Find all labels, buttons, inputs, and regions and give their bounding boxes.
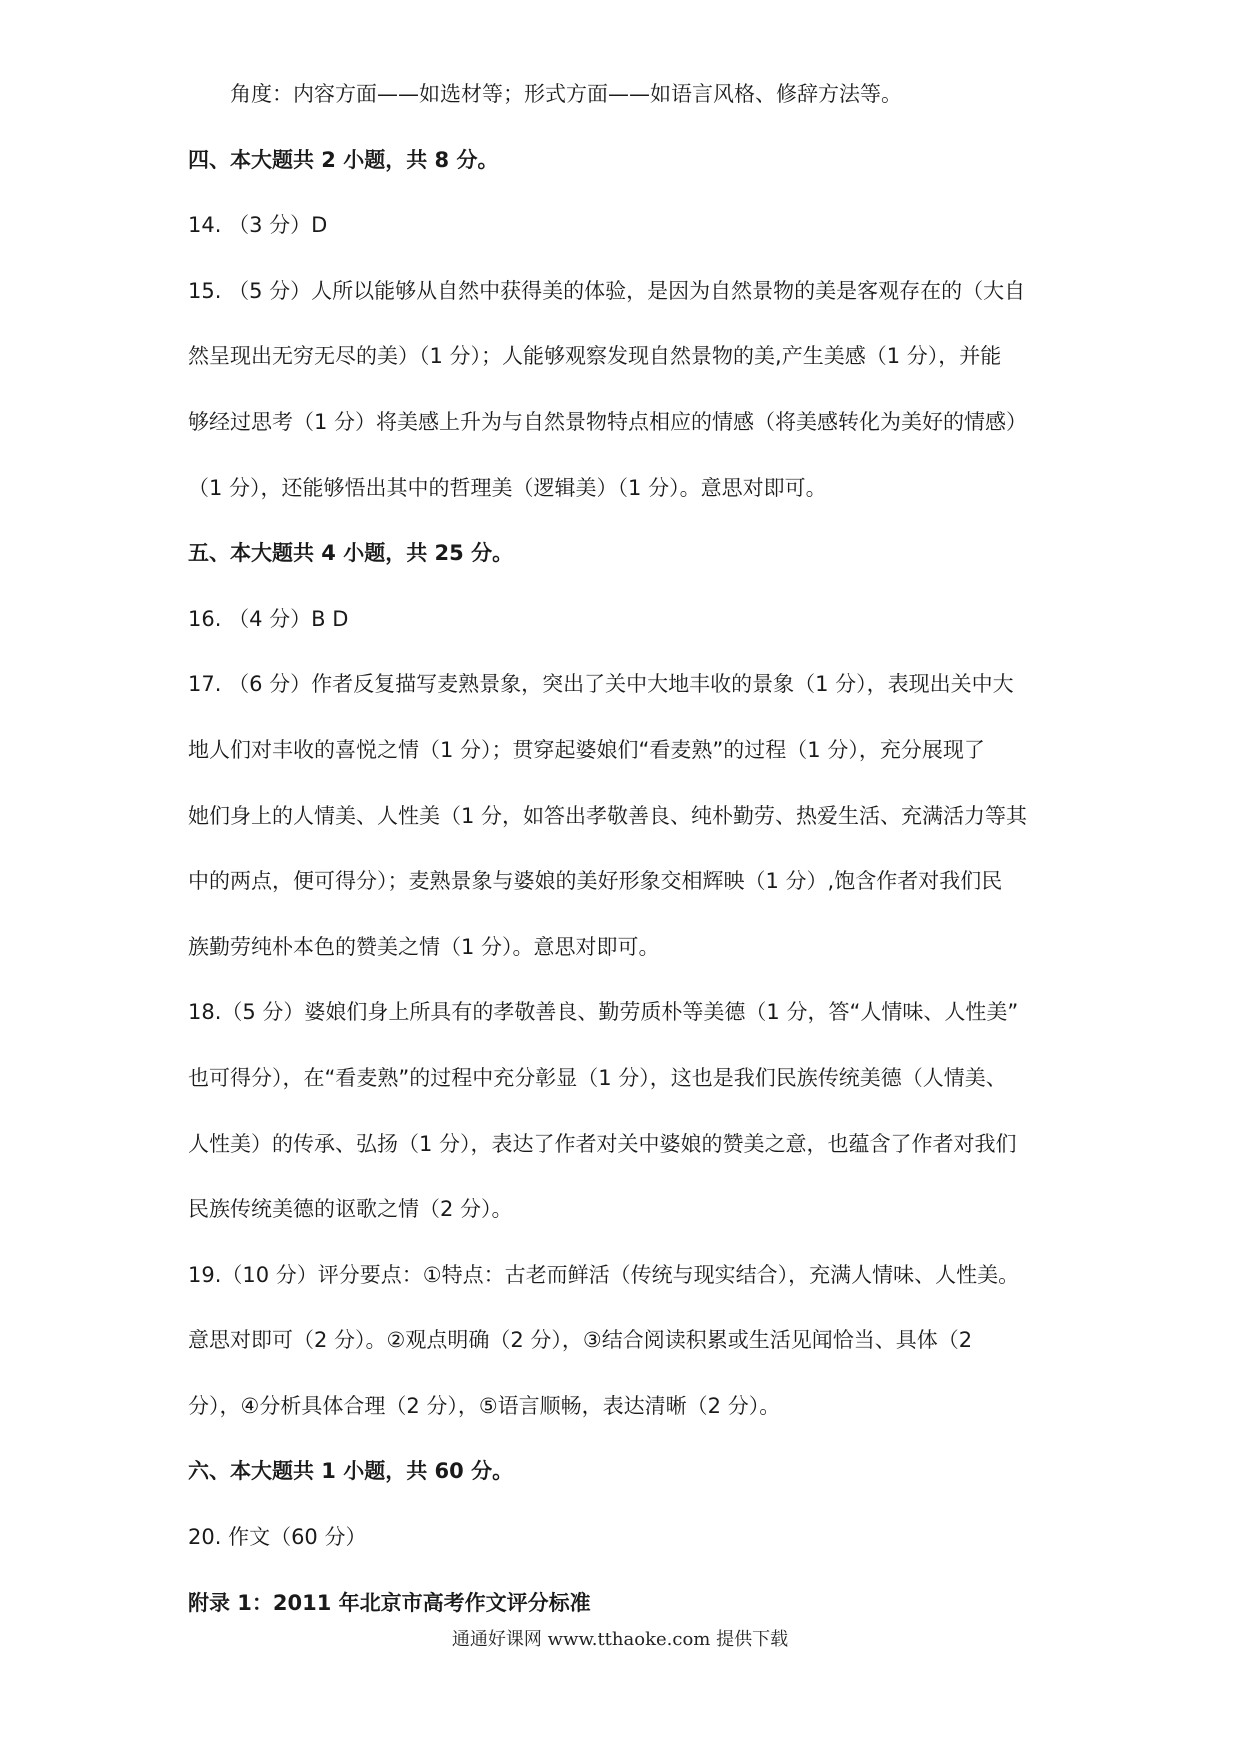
- answer-15-line-2: 然呈现出无穷无尽的美）（1 分）；人能够观察发现自然景物的美,产生美感（1 分），并能: [188, 344, 1002, 369]
- answer-17-line-4: 中的两点，便可得分）；麦熟景象与婆娘的美好形象交相辉映（1 分）,饱含作者对我们民: [188, 869, 1003, 894]
- answer-17-line-3: 她们身上的人情美、人性美（1 分，如答出孝敬善良、纯朴勤劳、热爱生活、充满活力等其: [188, 803, 1028, 828]
- answer-17-line-1: 17. （6 分）作者反复描写麦熟景象，突出了关中大地丰收的景象（1 分），表现出关中大: [188, 672, 1014, 697]
- section-five-heading: 五、本大题共 4 小题，共 25 分。: [188, 541, 514, 566]
- answer-15-line-4: （1 分），还能够悟出其中的哲理美（逻辑美）（1 分）。意思对即可。: [188, 475, 827, 500]
- answer-17-line-2: 地人们对丰收的喜悦之情（1 分）；贯穿起婆娘们“看麦熟”的过程（1 分），充分展现了: [188, 737, 985, 762]
- answer-18-line-2: 也可得分），在“看麦熟”的过程中充分彰显（1 分），这也是我们民族传统美德（人情美、: [188, 1065, 1007, 1090]
- answer-15-line-3: 够经过思考（1 分）将美感上升为与自然景物特点相应的情感（将美感转化为美好的情感）: [188, 409, 1028, 434]
- answer-17-line-5: 族勤劳纯朴本色的赞美之情（1 分）。意思对即可。: [188, 934, 660, 959]
- answer-19-line-2: 意思对即可（2 分）。②观点明确（2 分），③结合阅读积累或生活见闻恰当、具体（2: [188, 1328, 973, 1353]
- answer-20: 20. 作文（60 分）: [188, 1525, 367, 1550]
- answer-18-line-4: 民族传统美德的讴歌之情（2 分）。: [188, 1197, 513, 1222]
- section-six-heading: 六、本大题共 1 小题，共 60 分。: [188, 1459, 514, 1484]
- answer-16: 16. （4 分）B D: [188, 606, 349, 631]
- answer-19-line-1: 19.（10 分）评分要点：①特点：古老而鲜活（传统与现实结合），充满人情味、人性美。: [188, 1262, 1020, 1287]
- answer-14: 14. （3 分）D: [188, 213, 328, 238]
- answer-18-line-3: 人性美）的传承、弘扬（1 分），表达了作者对关中婆娘的赞美之意，也蕴含了作者对我们: [188, 1131, 1017, 1156]
- answer-19-line-3: 分），④分析具体合理（2 分），⑤语言顺畅，表达清晰（2 分）。: [188, 1393, 781, 1418]
- page-footer: 通通好课网 www.tthaoke.com 提供下载: [451, 1629, 789, 1650]
- section-four-heading: 四、本大题共 2 小题，共 8 分。: [188, 147, 499, 172]
- answer-18-line-1: 18.（5 分）婆娘们身上所具有的孝敬善良、勤劳质朴等美德（1 分，答“人情味、人性美”: [188, 1000, 1019, 1025]
- criteria-angle-line: 角度：内容方面——如选材等；形式方面——如语言风格、修辞方法等。: [230, 82, 902, 106]
- answer-15-line-1: 15. （5 分）人所以能够从自然中获得美的体验，是因为自然景物的美是客观存在的（大自: [188, 278, 1026, 303]
- appendix-1-heading: 附录 1：2011 年北京市高考作文评分标准: [188, 1590, 591, 1615]
- answer-key-body: [188, 62, 1058, 1636]
